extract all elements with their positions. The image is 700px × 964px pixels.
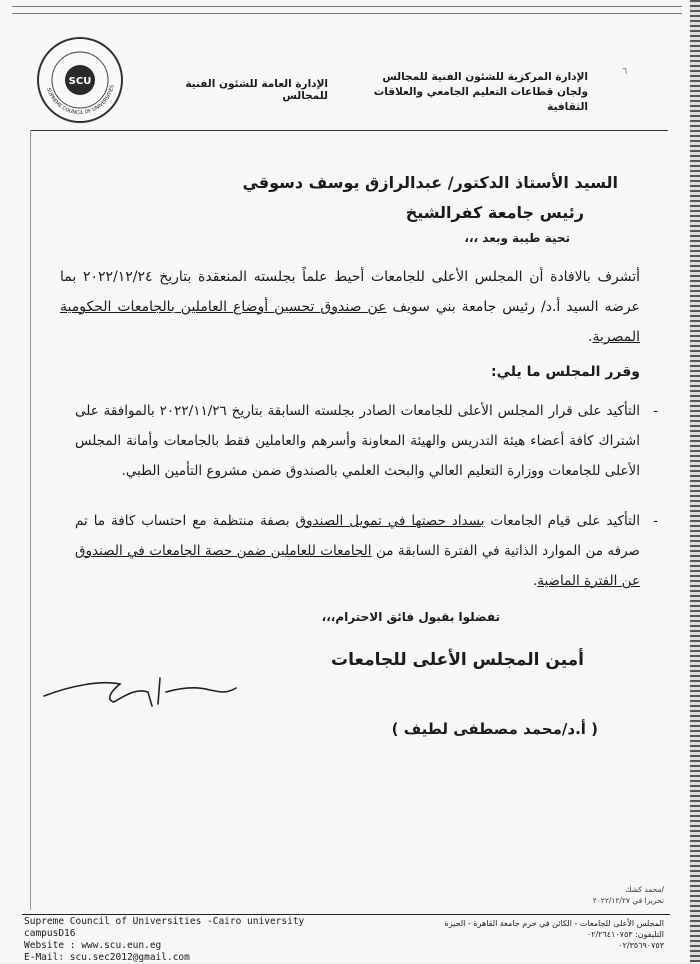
intro-text: أتشرف بالافادة أن المجلس الأعلى للجامعات أحيط علماً بجلسته المنعقدة بتاريخ ٢٠٢٢/١٢/٢٤ بما عرضه السيد أ.د/ رئيس جامعة بني سويف — [60, 269, 640, 315]
resolution-2-text-b: بصفة منتظمة مع احتساب كافة ما تم صرفه من الموارد الذاتية في الفترة السابقة من — [75, 513, 640, 559]
resolution-item-2 — [75, 506, 658, 596]
handwritten-signature — [40, 666, 240, 716]
footer-email: E-Mail: scu.sec2012@gmail.com — [24, 952, 190, 963]
drafting-note — [464, 884, 664, 906]
resolution-2-underlined-b: الجامعات للعاملين ضمن حصة الجامعات في الصندوق عن الفترة الماضية — [75, 543, 640, 589]
scu-logo — [36, 36, 124, 124]
greeting: تحية طيبة وبعد ،،، — [464, 231, 570, 245]
bullet-dash: - — [653, 513, 658, 529]
scan-edge — [690, 0, 700, 962]
resolution-2-text-a: التأكيد على قيام الجامعات — [484, 513, 640, 529]
logo-text: SCU — [68, 76, 92, 87]
drafter: /محمد كشك — [625, 885, 664, 894]
signatory-name: ( أ.د/محمد مصطفى لطيف ) — [391, 720, 598, 738]
signatory-title: أمين المجلس الأعلى للجامعات — [331, 650, 584, 670]
footer-phone: التليفون: ٠٢/٢٦٤١٠٧٥٣ — [586, 930, 664, 939]
page-number: ٦ — [622, 66, 628, 77]
header-line-1: الإدارة المركزية للشئون الفنية للمجالس — [382, 71, 588, 83]
logo-arc-text: SUPREME COUNCIL OF UNIVERSITIES — [45, 84, 116, 117]
recipient-name: السيد الأستاذ الدكتور/ عبدالرازق يوسف دسوقي — [242, 173, 618, 192]
top-border — [12, 6, 682, 14]
footer-address-ar: المجلس الأعلى للجامعات - الكائن في حرم جامعة القاهرة - الجيزة — [444, 919, 664, 928]
recipient-title: رئيس جامعة كفرالشيخ — [405, 203, 584, 222]
header-general-admin: الإدارة العامة للشئون الفنية للمجالس — [185, 78, 328, 102]
resolution-1-text: التأكيد على قرار المجلس الأعلى للجامعات الصادر بجلسته السابقة بتاريخ ٢٠٢٢/١١/٢٦ بالموافقة على اشتراك كافة أعضاء هيئة التدريس والهيئة المعاونة وأسرهم والعاملين فقط بالجامعات وأمانة المجلس الأعلى للجامعات ووزارة التعليم العالي والبحث العلمي بالصندوق ضمن مشروع التأمين الطبي. — [75, 403, 640, 479]
recipient-block — [98, 168, 618, 228]
footer-english — [24, 916, 354, 964]
closing-line: تفضلوا بقبول فائق الاحترام،،، — [321, 610, 500, 624]
header-line-2: ولجان قطاعات التعليم الجامعي والعلاقات الثقافية — [373, 86, 588, 113]
margin-line — [30, 130, 31, 910]
header-department — [338, 70, 588, 115]
intro-underlined: عن صندوق تحسين أوضاع العاملين بالجامعات الحكومية المصرية — [60, 299, 640, 345]
resolution-item-1 — [75, 396, 658, 486]
intro-paragraph — [60, 262, 640, 352]
drafting-date: تحريرا في ٢٠٢٢/١٢/٢٧ — [592, 896, 664, 905]
footer-phone-2: ٠٢/٣٥٦٩٠٧٥٣ — [618, 941, 664, 950]
footer-arabic — [384, 918, 664, 951]
header-divider — [30, 130, 668, 131]
bullet-dash: - — [653, 403, 658, 419]
resolution-2-underlined-a: بسداد حصتها في تمويل الصندوق — [295, 513, 485, 529]
resolution-2-text-c: . — [532, 573, 538, 589]
footer-website: Website : www.scu.eun.eg — [24, 940, 162, 951]
resolved-heading: وقرر المجلس ما يلي: — [491, 364, 640, 380]
intro-end: . — [588, 329, 593, 345]
footer-divider — [22, 914, 670, 915]
footer-address-en: Supreme Council of Universities -Cairo university campusD16 — [24, 916, 305, 939]
